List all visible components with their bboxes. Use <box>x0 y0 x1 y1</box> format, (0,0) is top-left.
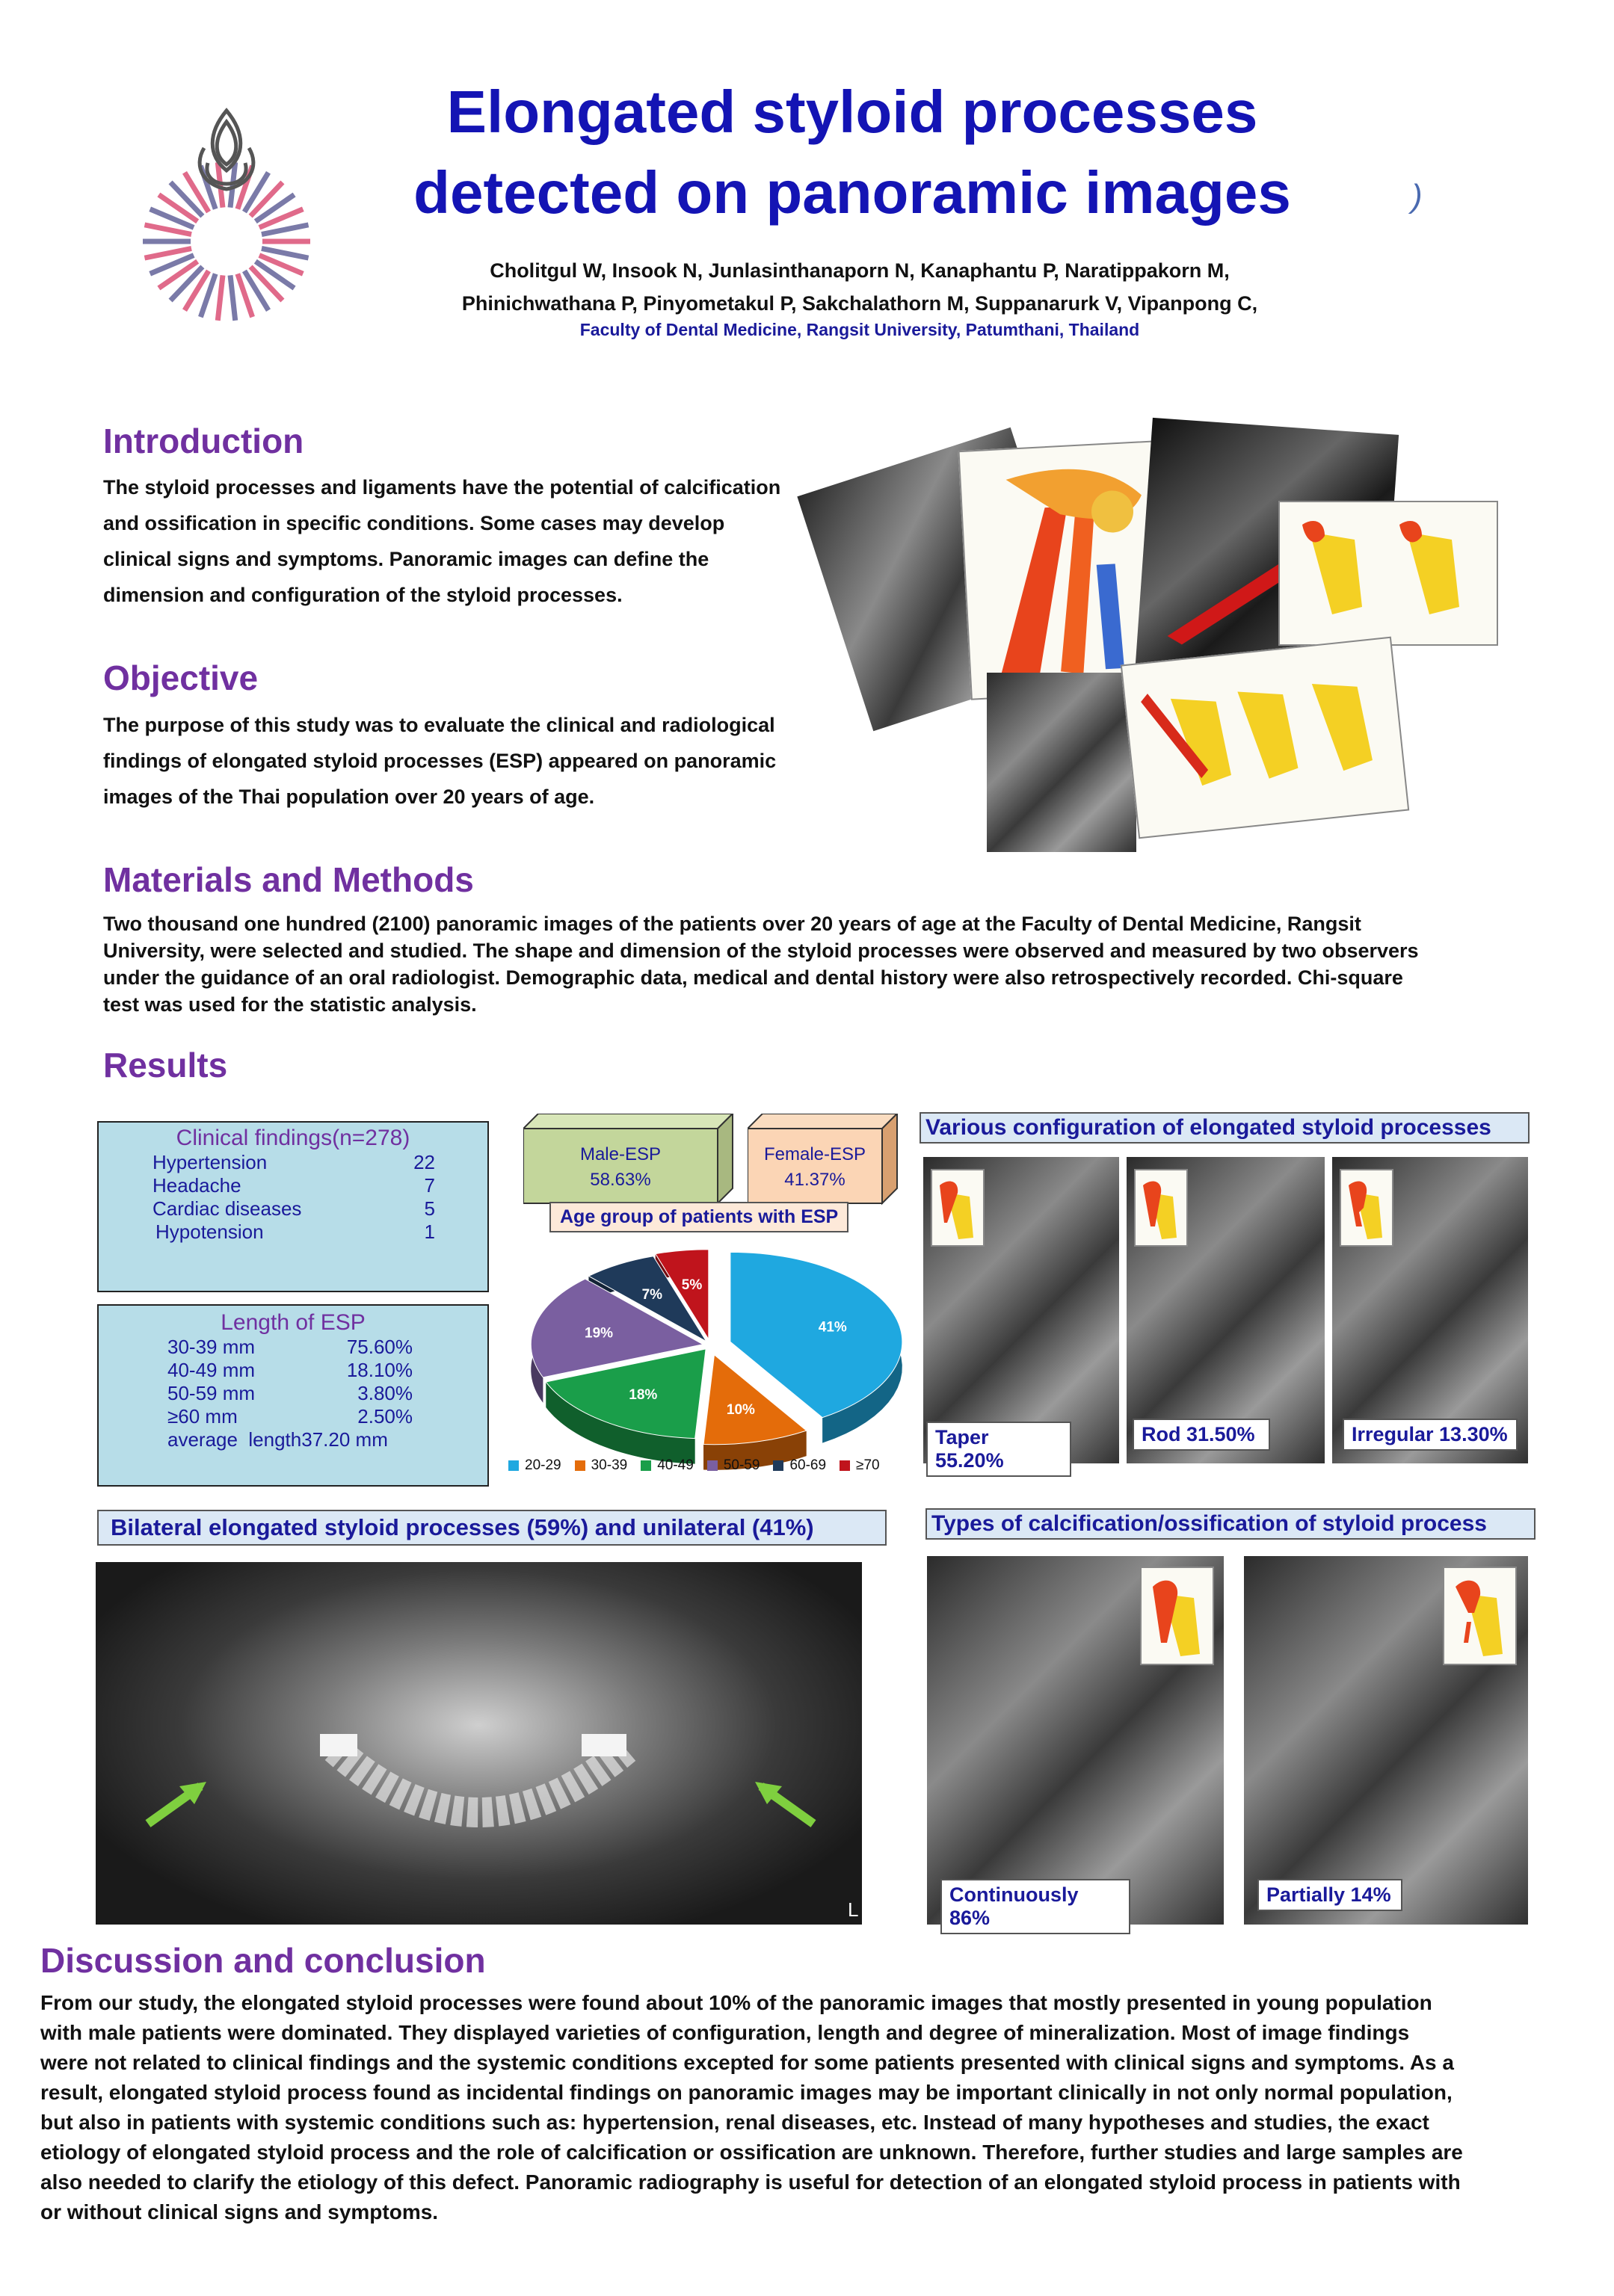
authors <box>344 254 1376 320</box>
length-row <box>167 1336 413 1359</box>
irregular-thumbnail <box>1340 1169 1393 1247</box>
clinical-label: Hypotension <box>155 1220 264 1243</box>
clinical-row <box>153 1174 435 1197</box>
length-average-text: average length37.20 mm <box>167 1428 388 1451</box>
length-label: 50-59 mm <box>167 1382 256 1404</box>
methods-line: test was used for the statistic analysis. <box>103 993 477 1016</box>
title-line-1: Elongated styloid processes <box>446 78 1258 145</box>
side-marker-l: L <box>848 1898 859 1921</box>
intro-line: and ossification in specific conditions. Some cases may develop <box>103 512 725 534</box>
legend-label: 30-39 <box>591 1457 628 1473</box>
clinical-row <box>153 1151 435 1174</box>
clinical-value: 1 <box>424 1220 435 1243</box>
styloid-drawing-2-svg <box>1122 638 1408 837</box>
methods-heading: Materials and Methods <box>103 860 474 899</box>
methods-text <box>103 910 1538 1018</box>
discussion-line: or without clinical signs and symptoms. <box>40 2200 439 2224</box>
continuous-thumbnail <box>1140 1567 1214 1665</box>
rod-thumbnail <box>1134 1169 1188 1247</box>
config-radiograph-taper <box>923 1157 1119 1472</box>
legend-item <box>508 1457 561 1474</box>
legend-item <box>641 1457 694 1474</box>
results-heading: Results <box>103 1046 228 1084</box>
clinical-findings-box <box>97 1121 489 1292</box>
poster-title <box>329 72 1376 233</box>
clinical-value: 5 <box>424 1197 435 1220</box>
discussion-line: also needed to clarify the etiology of this defect. Panoramic radiography is useful for detection of an elongated styloid process in patients with <box>40 2170 1461 2194</box>
clinical-label: Hypertension <box>153 1151 268 1173</box>
clinical-value: 7 <box>424 1174 435 1197</box>
introduction-text <box>103 469 851 613</box>
legend-item <box>840 1457 880 1474</box>
styloid-drawing-1-svg <box>1280 502 1497 644</box>
length-row <box>167 1359 413 1382</box>
logo-ray <box>230 275 235 320</box>
caption-irregular: Irregular 13.30% <box>1343 1419 1518 1451</box>
legend-label: 40-49 <box>657 1457 694 1473</box>
length-label: 40-49 mm <box>167 1359 256 1381</box>
male-esp-value: 58.63% <box>590 1170 651 1190</box>
legend-swatch <box>707 1460 718 1471</box>
length-value: 2.50% <box>357 1405 413 1428</box>
config-radiograph-rod <box>1127 1157 1325 1463</box>
discussion-line: result, elongated styloid process found as incidental findings on panoramic images may be important clinically in not only normal population, <box>40 2081 1453 2104</box>
taper-thumbnail <box>931 1169 985 1247</box>
discussion-heading: Discussion and conclusion <box>40 1941 486 1980</box>
rod-drawing-svg <box>1136 1170 1186 1245</box>
config-radiograph-irregular <box>1332 1157 1528 1463</box>
legend-swatch <box>773 1460 783 1471</box>
objective-line: images of the Thai population over 20 years of age. <box>103 786 595 808</box>
pie-data-label: 7% <box>641 1286 663 1303</box>
clinical-findings-title: Clinical findings(n=278) <box>176 1126 410 1150</box>
clinical-label: Cardiac diseases <box>153 1197 302 1220</box>
legend-item <box>773 1457 826 1474</box>
clinical-value: 22 <box>413 1151 435 1173</box>
discussion-line: were not related to clinical findings and the systemic conditions excepted for some patients presented with clinical signs and symptoms. As a <box>40 2051 1454 2074</box>
objective-line: findings of elongated styloid processes (ESP) appeared on panoramic <box>103 750 777 772</box>
female-esp-value: 41.37% <box>784 1170 845 1190</box>
length-of-esp-box <box>97 1304 489 1487</box>
caption-rod: Rod 31.50% <box>1133 1419 1270 1451</box>
intro-line: clinical signs and symptoms. Panoramic images can define the <box>103 548 709 570</box>
styloid-drawing-1 <box>1278 501 1498 646</box>
intro-line: dimension and configuration of the styloid processes. <box>103 584 623 606</box>
female-esp-box <box>748 1114 905 1211</box>
female-esp-label: Female-ESP <box>763 1144 866 1164</box>
legend-item <box>575 1457 628 1474</box>
length-value: 18.10% <box>346 1359 413 1381</box>
pie-data-label: 10% <box>726 1401 755 1418</box>
legend-swatch <box>641 1460 651 1471</box>
styloid-drawing-2 <box>1121 637 1409 839</box>
introduction-heading: Introduction <box>103 422 304 460</box>
title-line-2: detected on panoramic images <box>413 159 1291 226</box>
length-row <box>167 1382 413 1405</box>
discussion-line: but also in patients with systemic conditions such as: hypertension, renal diseases, etc. Instead of many hypotheses and studies, the exact <box>40 2111 1429 2134</box>
length-row <box>167 1405 413 1428</box>
logo-ray <box>218 275 223 320</box>
male-esp-box <box>523 1114 740 1211</box>
methods-line: Two thousand one hundred (2100) panoramic images of the patients over 20 years of age at the Faculty of Dental Medicine, Rangsit <box>103 913 1361 935</box>
pie-data-label: 5% <box>681 1277 703 1294</box>
length-label: ≥60 mm <box>167 1405 238 1428</box>
length-value: 75.60% <box>346 1336 413 1358</box>
continuous-drawing-svg <box>1142 1568 1213 1664</box>
affiliation: Faculty of Dental Medicine, Rangsit University, Patumthani, Thailand <box>579 320 1140 339</box>
pie-data-label: 41% <box>818 1319 847 1336</box>
legend-swatch <box>840 1460 850 1471</box>
image-collage <box>815 426 1510 852</box>
header-mark: ) <box>1411 178 1423 215</box>
pie-legend <box>508 1457 927 1474</box>
bilateral-title: Bilateral elongated styloid processes (59%) and unilateral (41%) <box>97 1510 887 1546</box>
caption-continuous: Continuously 86% <box>940 1879 1130 1934</box>
discussion-line: From our study, the elongated styloid processes were found about 10% of the panoramic images that mostly presented in young population <box>40 1991 1432 2014</box>
calc-radiograph-continuous <box>927 1556 1224 1929</box>
clinical-row <box>153 1197 435 1220</box>
calc-radiograph-partial <box>1244 1556 1528 1925</box>
age-pie-chart <box>516 1233 920 1480</box>
caption-partial: Partially 14% <box>1257 1879 1402 1911</box>
intro-line: The styloid processes and ligaments have the potential of calcification <box>103 476 781 499</box>
ct-coronal-image <box>987 673 1136 852</box>
clinical-row <box>153 1220 435 1244</box>
length-title: Length of ESP <box>221 1310 366 1335</box>
caption-taper: Taper 55.20% <box>926 1422 1071 1477</box>
right-arrow-icon <box>755 1782 813 1824</box>
legend-swatch <box>508 1460 519 1471</box>
methods-line: under the guidance of an oral radiologist. Demographic data, medical and dental history were also retrospectively recorded. Chi-square <box>103 966 1403 989</box>
length-average <box>167 1428 413 1451</box>
legend-label: ≥70 <box>856 1457 880 1473</box>
discussion-line: with male patients were dominated. They displayed varieties of configuration, length and degree of mineralization. Most of image findings <box>40 2021 1410 2044</box>
panoramic-overlay-svg <box>96 1562 862 1925</box>
discussion-line: etiology of elongated styloid process and the role of calcification or ossification are unknown. Therefore, further studies and large samples are <box>40 2141 1463 2164</box>
legend-label: 50-59 <box>723 1457 760 1473</box>
partial-thumbnail <box>1443 1567 1517 1665</box>
length-value: 3.80% <box>357 1382 413 1404</box>
partial-drawing-svg <box>1444 1568 1515 1664</box>
objective-line: The purpose of this study was to evaluate the clinical and radiological <box>103 714 775 736</box>
taper-drawing-svg <box>932 1170 983 1245</box>
clinical-label: Headache <box>153 1174 241 1197</box>
pie-data-label: 18% <box>629 1387 658 1404</box>
calcification-title: Types of calcification/ossification of styloid process <box>925 1508 1536 1540</box>
legend-label: 60-69 <box>789 1457 827 1473</box>
legend-swatch <box>575 1460 585 1471</box>
male-esp-label: Male-ESP <box>579 1144 662 1164</box>
university-logo <box>133 96 320 327</box>
panoramic-radiograph <box>96 1562 862 1925</box>
irregular-drawing-svg <box>1341 1170 1392 1245</box>
left-arrow-icon <box>148 1782 206 1824</box>
length-label: 30-39 mm <box>167 1336 256 1358</box>
authors-line-1: Cholitgul W, Insook N, Junlasinthanaporn N, Kanaphantu P, Naratippakorn M, <box>490 259 1230 282</box>
configuration-title: Various configuration of elongated styloid processes <box>920 1112 1530 1144</box>
age-chart-title: Age group of patients with ESP <box>549 1202 848 1232</box>
objective-heading: Objective <box>103 658 259 697</box>
methods-line: University, were selected and studied. The shape and dimension of the styloid processes were observed and measured by two observers <box>103 939 1419 962</box>
authors-line-2: Phinichwathana P, Pinyometakul P, Sakchalathorn M, Suppanarurk V, Vipanpong C, <box>461 292 1258 315</box>
pie-data-label: 19% <box>585 1325 614 1342</box>
legend-item <box>707 1457 760 1474</box>
discussion-text <box>40 1988 1543 2227</box>
objective-text <box>103 707 851 815</box>
legend-label: 20-29 <box>525 1457 561 1473</box>
